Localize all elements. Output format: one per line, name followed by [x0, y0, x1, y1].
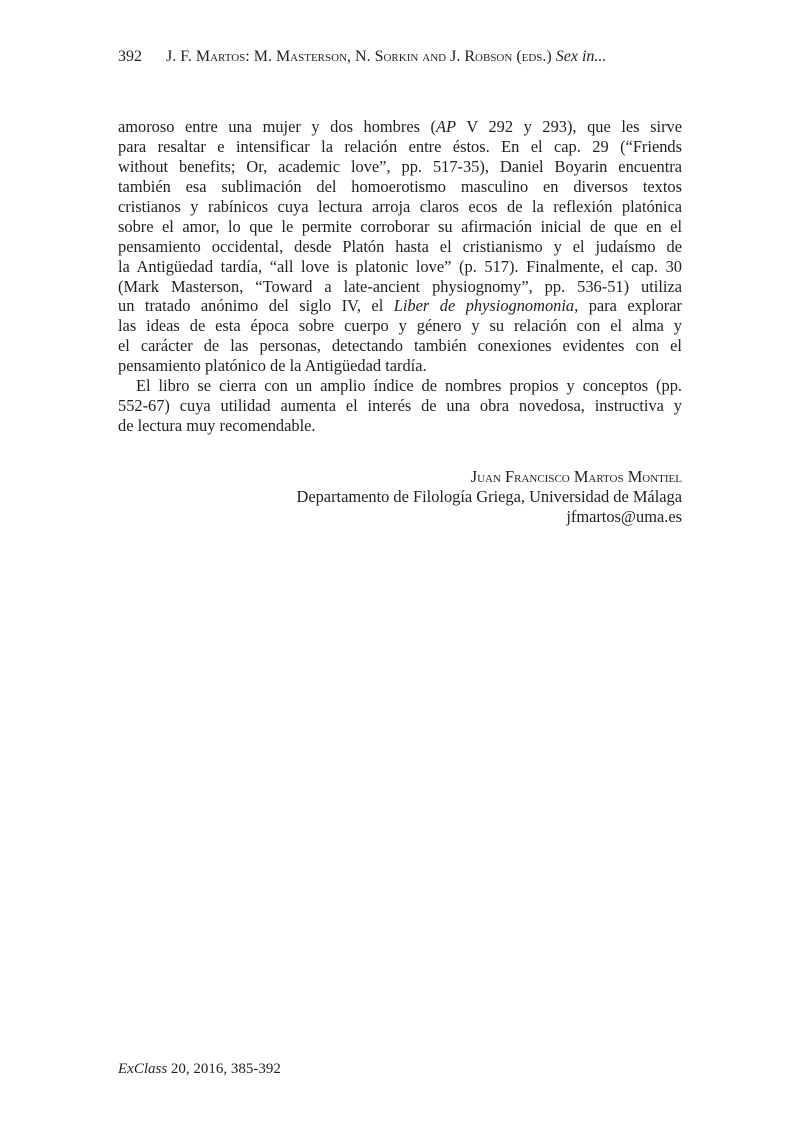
- text-segment: la Antigüedad tardía, “all love is platonic love” (p. 517). Finalmente, el cap. 30: [118, 256, 682, 276]
- text-segment: cristianos y rabínicos cuya lectura arroja claros ecos de la reflexión platónica: [118, 196, 682, 216]
- text-line: [118, 137, 682, 157]
- text-line: [118, 336, 682, 356]
- author-email: jfmartos@uma.es: [566, 507, 682, 526]
- text-segment: el carácter de las personas, detectando también conexiones evidentes con el: [118, 336, 682, 356]
- text-line: [118, 117, 682, 137]
- affiliation: Departamento de Filología Griega, Universidad de Málaga: [296, 487, 682, 506]
- text-line: [118, 197, 682, 217]
- text-line: [118, 376, 682, 396]
- signature-block: [296, 467, 682, 527]
- text-segment: without benefits; Or, academic love”, pp. 517-35), Daniel Boyarin encuentra: [118, 156, 682, 176]
- text-segment: pensamiento platónico de la Antigüedad tardía.: [118, 356, 427, 376]
- text-line: [118, 296, 682, 316]
- text-segment: sobre el amor, lo que le permite corroborar su afirmación inicial de que en el: [118, 216, 682, 236]
- text-line: [118, 356, 682, 376]
- text-line: [118, 396, 682, 416]
- italic-text: Liber de physiognomonia: [393, 296, 575, 316]
- text-line: [118, 257, 682, 277]
- running-header: [118, 48, 606, 66]
- author-name: Juan Francisco Martos Montiel: [470, 467, 682, 486]
- text-segment: las ideas de esta época sobre cuerpo y género y su relación con el alma y: [118, 316, 682, 336]
- page-footer: [118, 1061, 281, 1078]
- running-title: J. F. Martos: M. Masterson, N. Sorkin and J. Robson (eds.): [166, 48, 556, 65]
- text-segment: V 292 y 293), que les sirve: [456, 117, 682, 136]
- text-line: [118, 237, 682, 257]
- text-segment: (Mark Masterson, “Toward a late-ancient physiognomy”, pp. 536-51) utiliza: [118, 276, 682, 296]
- text-segment: , para explorar: [574, 296, 682, 316]
- text-line: [118, 277, 682, 297]
- text-segment: también esa sublimación del homoerotismo masculino en diversos textos: [118, 176, 682, 196]
- text-segment: El libro se cierra con un amplio índice de nombres propios y conceptos (pp.: [136, 376, 682, 396]
- text-segment: de lectura muy recomendable.: [118, 416, 316, 436]
- running-title-italic: Sex in...: [555, 48, 607, 65]
- text-line: [118, 316, 682, 336]
- text-line: [118, 157, 682, 177]
- text-segment: para resaltar e intensificar la relación entre éstos. En el cap. 29 (“Friends: [118, 136, 682, 156]
- text-segment: 552-67) cuya utilidad aumenta el interés de una obra novedosa, instructiva y: [118, 396, 682, 416]
- journal-name: ExClass: [118, 1061, 168, 1077]
- text-segment: amoroso entre una mujer y dos hombres (: [118, 117, 437, 136]
- text-segment: un tratado anónimo del siglo IV, el: [118, 296, 394, 316]
- text-line: [118, 177, 682, 197]
- citation: 20, 2016, 385-392: [167, 1061, 281, 1077]
- text-line: [118, 217, 682, 237]
- page-number: 392: [118, 48, 142, 65]
- text-line: [118, 416, 682, 436]
- body-text: [118, 117, 682, 436]
- italic-text: AP: [436, 117, 457, 136]
- text-segment: pensamiento occidental, desde Platón hasta el cristianismo y el judaísmo de: [118, 236, 682, 256]
